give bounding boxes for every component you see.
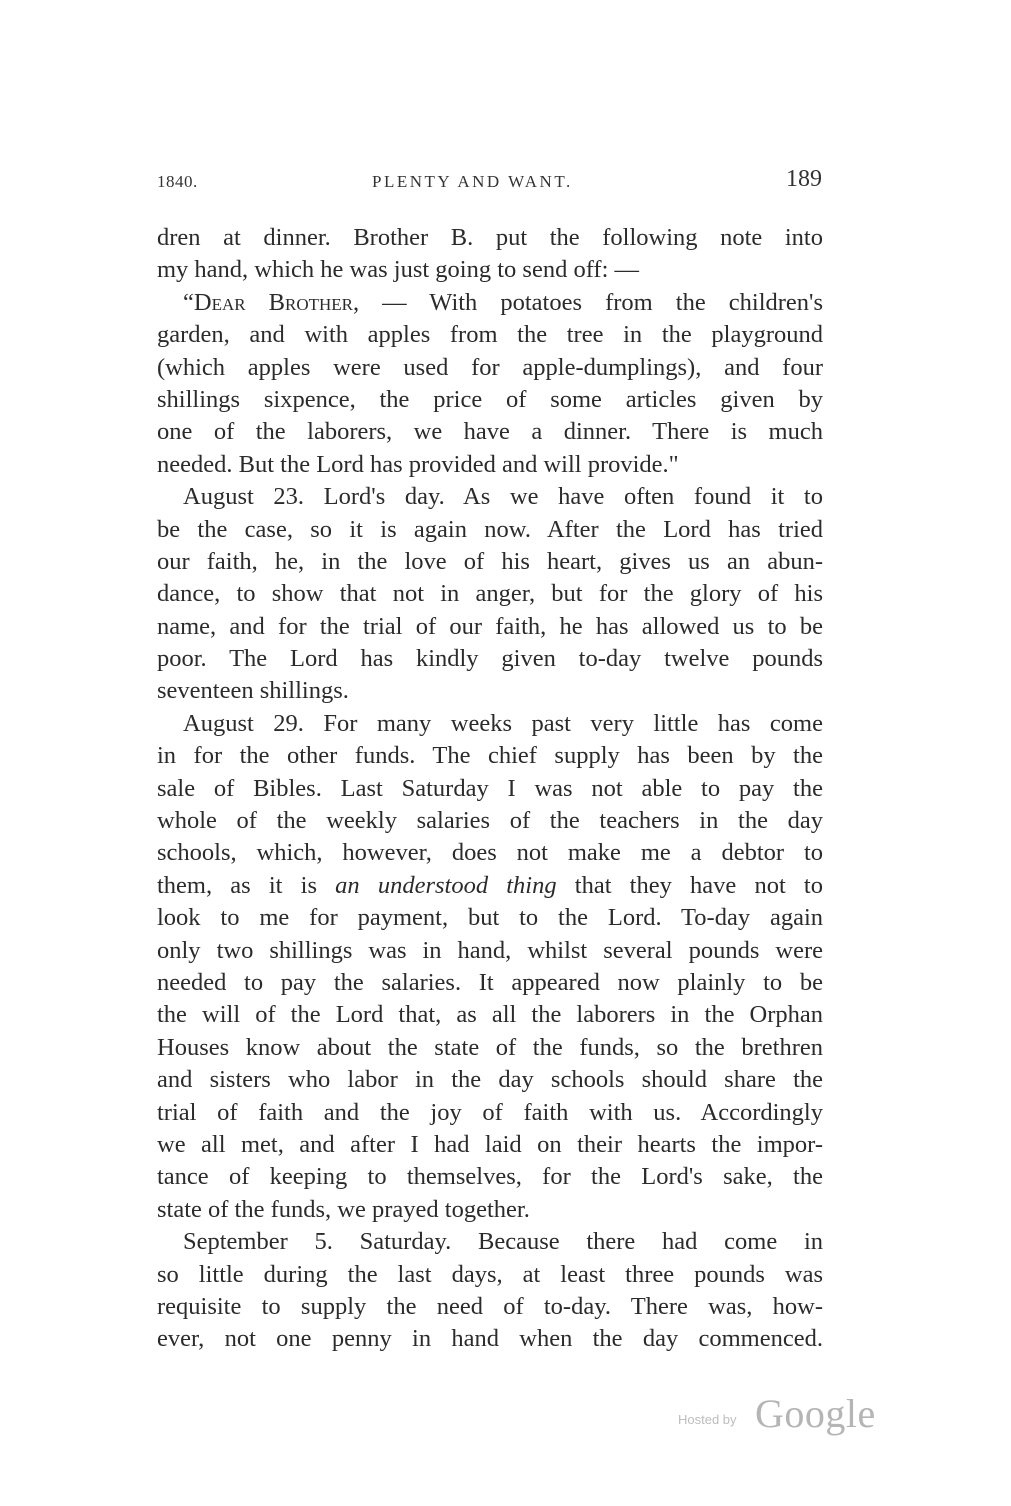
text-line-with-italic bbox=[157, 870, 823, 902]
text-line: seventeen shillings. bbox=[157, 677, 349, 705]
google-logo: Google bbox=[755, 1391, 876, 1436]
text-line: sale of Bibles. Last Saturday I was not able to pay the bbox=[157, 774, 823, 802]
text-line: whole of the weekly salaries of the teachers in the day bbox=[157, 807, 823, 835]
letter-first-line bbox=[157, 287, 823, 319]
text-line: schools, which, however, does not make me a debtor to bbox=[157, 839, 823, 867]
text-line: the will of the Lord that, as all the laborers in the Orphan bbox=[157, 1001, 823, 1029]
header-title: PLENTY AND WANT. bbox=[372, 172, 573, 191]
text-line: state of the funds, we prayed together. bbox=[157, 1195, 530, 1223]
text-line: September 5. Saturday. Because there had come in bbox=[183, 1228, 823, 1256]
text-line: poor. The Lord has kindly given to-day twelve pounds bbox=[157, 645, 823, 673]
text-line: needed to pay the salaries. It appeared now plainly to be bbox=[157, 968, 823, 996]
text-line: and sisters who labor in the day schools should share the bbox=[157, 1066, 823, 1094]
text-line: my hand, which he was just going to send off: — bbox=[157, 256, 640, 284]
text-line: August 29. For many weeks past very little has come bbox=[183, 709, 823, 737]
header-year: 1840. bbox=[157, 172, 198, 191]
text-line: trial of faith and the joy of faith with us. Accordingly bbox=[157, 1098, 823, 1126]
page-body bbox=[157, 222, 823, 1356]
text-line: one of the laborers, we have a dinner. There is much bbox=[157, 418, 823, 446]
text-line: so little during the last days, at least three pounds was bbox=[157, 1260, 823, 1288]
google-watermark bbox=[678, 1390, 888, 1440]
text-line: shillings sixpence, the price of some articles given by bbox=[157, 385, 823, 413]
text-line: ever, not one penny in hand when the day commenced. bbox=[157, 1325, 823, 1353]
text-line: tance of keeping to themselves, for the Lord's sake, the bbox=[157, 1163, 823, 1191]
italic-line-before: them, as it is bbox=[157, 871, 336, 899]
text-line: our faith, he, in the love of his heart, gives us an abun- bbox=[157, 547, 823, 575]
text-line: needed. But the Lord has provided and will provide." bbox=[157, 450, 679, 478]
italic-phrase: an understood thing bbox=[335, 871, 557, 899]
text-line: Houses know about the state of the funds, so the brethren bbox=[157, 1033, 823, 1061]
text-line: dance, to show that not in anger, but for the glory of his bbox=[157, 580, 823, 608]
text-line: we all met, and after I had laid on their hearts the impor- bbox=[157, 1130, 823, 1158]
open-quote: “ bbox=[183, 288, 194, 316]
text-line: only two shillings was in hand, whilst several pounds were bbox=[157, 936, 823, 964]
text-line: look to me for payment, but to the Lord. To-day again bbox=[157, 904, 823, 932]
letter-salutation: Dear Brother, bbox=[193, 288, 360, 316]
text-line: name, and for the trial of our faith, he has allowed us to be bbox=[157, 612, 823, 640]
text-line: garden, and with apples from the tree in the playground bbox=[157, 321, 823, 349]
text-line: (which apples were used for apple-dumplings), and four bbox=[157, 353, 823, 381]
italic-line-after: that they have not to bbox=[556, 871, 823, 899]
running-header bbox=[157, 166, 822, 196]
text-line: August 23. Lord's day. As we have often found it to bbox=[183, 483, 823, 511]
text-line: dren at dinner. Brother B. put the following note into bbox=[157, 224, 823, 251]
text-line: be the case, so it is again now. After the Lord has tried bbox=[157, 515, 823, 543]
hosted-by-label: Hosted by bbox=[678, 1412, 737, 1427]
page-number: 189 bbox=[786, 166, 822, 192]
letter-line-rest: — With potatoes from the children's bbox=[359, 288, 823, 316]
text-line: in for the other funds. The chief supply has been by the bbox=[157, 742, 823, 770]
text-line: requisite to supply the need of to-day. There was, how- bbox=[157, 1292, 823, 1320]
